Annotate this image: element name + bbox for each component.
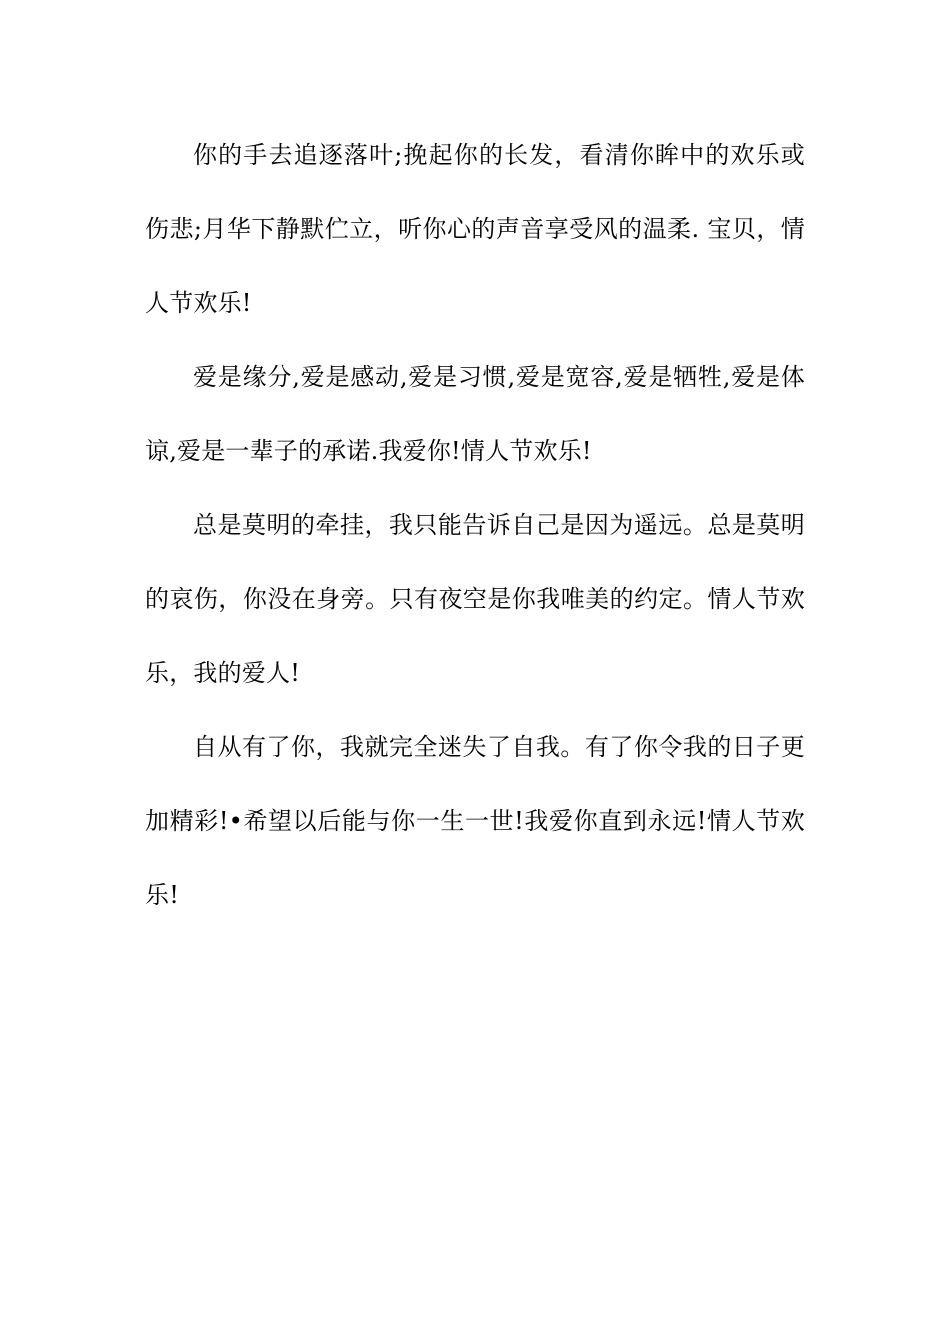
paragraph-1: 你的手去追逐落叶;挽起你的长发，看清你眸中的欢乐或伤悲;月华下静默伫立，听你心的声音享受风的温柔. 宝贝，情人节欢乐! (145, 141, 805, 317)
paragraph-3: 总是莫明的牵挂，我只能告诉自己是因为遥远。总是莫明的哀伤，你没在身旁。只有夜空是你我唯美的约定。情人节欢乐，我的爱人! (145, 511, 805, 687)
document-body (145, 118, 805, 932)
paragraph-4: 自从有了你，我就完全迷失了自我。有了你令我的日子更加精彩!•希望以后能与你一生一世!我爱你直到永远!情人节欢乐! (145, 733, 805, 909)
paragraph-2: 爱是缘分,爱是感动,爱是习惯,爱是宽容,爱是牺牲,爱是体谅,爱是一辈子的承诺.我爱你!情人节欢乐! (145, 363, 805, 465)
